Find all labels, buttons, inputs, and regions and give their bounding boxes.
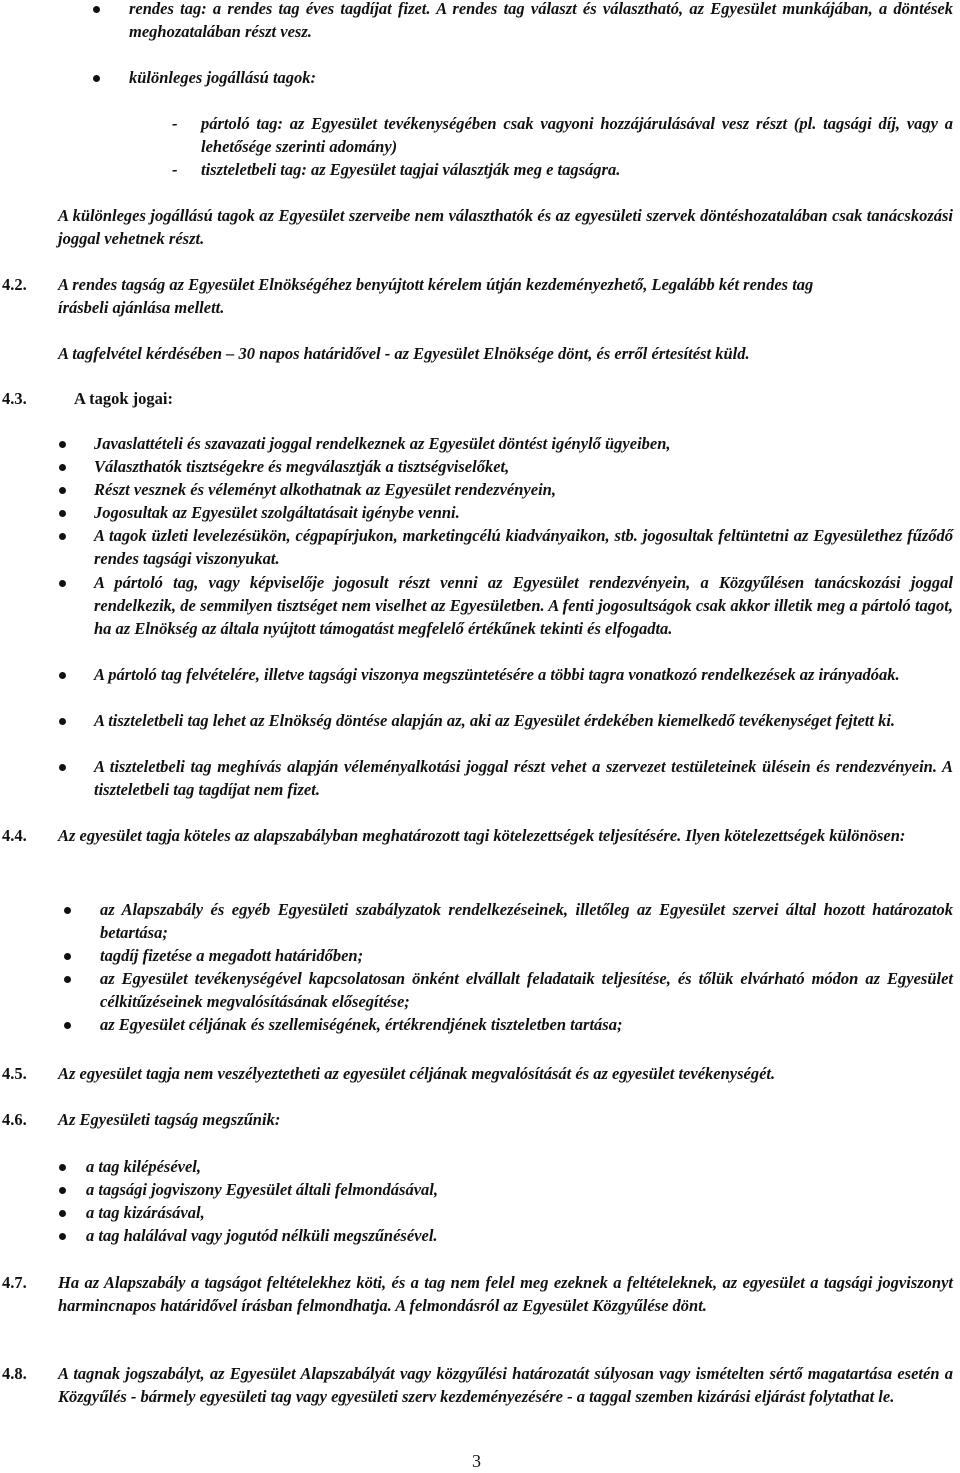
rights-item: A tiszteletbeli tag lehet az Elnökség döntése alapján az, aki az Egyesület érdekében kiemelkedő tevékenységet fejtett ki. <box>94 711 896 730</box>
bullet-icon <box>59 1187 66 1194</box>
special-members-note: A különleges jogállású tagok az Egyesület szerveibe nem választhatók és az egyesületi szervek döntéshozatalában csak tanácskozási joggal vehetnek részt. <box>58 206 953 248</box>
section-number: 4.3. <box>2 389 27 408</box>
section-4-5-text: Az egyesület tagja nem veszélyeztetheti az egyesület céljának megvalósítását és az egyesület tevékenységét. <box>58 1064 776 1083</box>
section-4-3-heading: A tagok jogai: <box>74 389 173 408</box>
rights-item: A tiszteletbeli tag meghívás alapján véleményalkotási joggal részt vehet a szervezet testületeinek ülésein és rendezvényein. A tiszteletbeli tag tagdíjat nem fizet. <box>94 757 953 799</box>
termination-item: a tag kizárásával, <box>86 1203 205 1222</box>
section-number: 4.8. <box>2 1364 27 1383</box>
rights-item: Javaslattételi és szavazati joggal rendelkeznek az Egyesület döntést igénylő ügyeiben, <box>94 434 671 453</box>
termination-item: a tagsági jogviszony Egyesület általi felmondásával, <box>86 1180 438 1199</box>
section-4-6-text: Az Egyesületi tagság megszűnik: <box>58 1110 281 1129</box>
bullet-icon <box>59 1233 66 1240</box>
bullet-icon <box>59 464 66 471</box>
section-4-4-text: Az egyesület tagja köteles az alapszabályban meghatározott tagi kötelezettségek teljesítésére. Ilyen kötelezettségek különösen: <box>58 826 906 845</box>
bullet-icon <box>93 75 100 82</box>
bullet-icon <box>59 487 66 494</box>
obligation-item: az Egyesület céljának és szellemiségének, értékrendjének tiszteletben tartása; <box>100 1015 623 1034</box>
section-4-2-text2: A tagfelvétel kérdésében – 30 napos határidővel - az Egyesület Elnöksége dönt, és erről értesítést küld. <box>58 344 750 363</box>
bullet-icon <box>59 1164 66 1171</box>
section-number: 4.6. <box>2 1110 27 1129</box>
section-number: 4.7. <box>2 1273 27 1292</box>
honorary-member-item: tiszteletbeli tag: az Egyesület tagjai választják meg e tagságra. <box>201 160 621 179</box>
section-4-8-text: A tagnak jogszabályt, az Egyesület Alapszabályát vagy közgyűlési határozatát súlyosan vagy ismételten sértő magatartása esetén a Közgyűlés - bármely egyesületi tag vagy egyesületi szerv kezdeményezésére - a taggal szemben kizárási eljárást folytathat le. <box>58 1364 953 1406</box>
bullet-icon <box>59 718 66 725</box>
bullet-icon <box>59 510 66 517</box>
dash-marker: - <box>172 114 178 133</box>
rights-item: Választhatók tisztségekre és megválasztják a tisztségviselőket, <box>94 457 510 476</box>
section-number: 4.5. <box>2 1064 27 1083</box>
bullet-icon <box>59 764 66 771</box>
supporting-member-item: pártoló tag: az Egyesület tevékenységében csak vagyoni hozzájárulásával vesz részt (pl. tagsági díj, vagy a lehetősége szerinti adomány) <box>201 114 953 156</box>
bullet-icon <box>59 1210 66 1217</box>
rights-item: A pártoló tag, vagy képviselője jogosult részt venni az Egyesület rendezvényein, a Közgyűlésen tanácskozási joggal rendelkezik, de semmilyen tisztséget nem viselhet az Egyesületben. A fenti jogosultságok csak akkor illetik meg a pártoló tagot, ha az Elnökség az általa nyújtott támogatást megfelelő értékűnek tekinti és elfogadta. <box>94 573 953 638</box>
section-4-2-text: A rendes tagság az Egyesület Elnökségéhez benyújtott kérelem útján kezdeményezhető, Legalább két rendes tag írásbeli ajánlása mellett. <box>58 275 814 317</box>
termination-item: a tag kilépésével, <box>86 1157 202 1176</box>
bullet-icon <box>59 672 66 679</box>
bullet-icon <box>64 907 71 914</box>
bullet-icon <box>93 6 100 13</box>
rights-item: Jogosultak az Egyesület szolgáltatásait igénybe venni. <box>94 503 460 522</box>
special-members-heading: különleges jogállású tagok: <box>129 68 317 87</box>
dash-marker: - <box>172 160 178 179</box>
bullet-icon <box>64 976 71 983</box>
bullet-icon <box>59 533 66 540</box>
page-number: 3 <box>472 1451 481 1471</box>
rights-item: Részt vesznek és véleményt alkothatnak az Egyesület rendezvényein, <box>94 480 556 499</box>
rights-item: A pártoló tag felvételére, illetve tagsági viszonya megszüntetésére a többi tagra vonatkozó rendelkezések az irányadóak. <box>94 665 900 684</box>
bullet-icon <box>59 580 66 587</box>
section-number: 4.4. <box>2 826 27 845</box>
bullet-icon <box>64 1022 71 1029</box>
bullet-icon <box>59 441 66 448</box>
regular-member-paragraph: rendes tag: a rendes tag éves tagdíjat fizet. A rendes tag választ és választható, az Egyesület munkájában, a döntések meghozatalában részt vesz. <box>129 0 953 41</box>
obligation-item: az Egyesület tevékenységével kapcsolatosan önként elvállalt feladataik teljesítése, és tőlük elvárható módon az Egyesület célkitűzéseinek megvalósításának elősegítése; <box>100 969 953 1011</box>
section-number: 4.2. <box>2 275 27 294</box>
termination-item: a tag halálával vagy jogutód nélküli megszűnésével. <box>86 1226 438 1245</box>
obligation-item: az Alapszabály és egyéb Egyesületi szabályzatok rendelkezéseinek, illetőleg az Egyesület szervei által hozott határozatok betartása; <box>100 900 953 942</box>
obligation-item: tagdíj fizetése a megadott határidőben; <box>100 946 364 965</box>
bullet-icon <box>64 953 71 960</box>
section-4-7-text: Ha az Alapszabály a tagságot feltételekhez köti, és a tag nem felel meg ezeknek a feltételeknek, az egyesület a tagsági jogviszonyt harmincnapos határidővel írásban felmondhatja. A felmondásról az Egyesület Közgyűlése dönt. <box>58 1273 953 1315</box>
rights-item: A tagok üzleti levelezésükön, cégpapírjukon, marketingcélú kiadványaikon, stb. jogosultak feltüntetni az Egyesülethez fűződő rendes tagsági viszonyukat. <box>94 526 953 568</box>
